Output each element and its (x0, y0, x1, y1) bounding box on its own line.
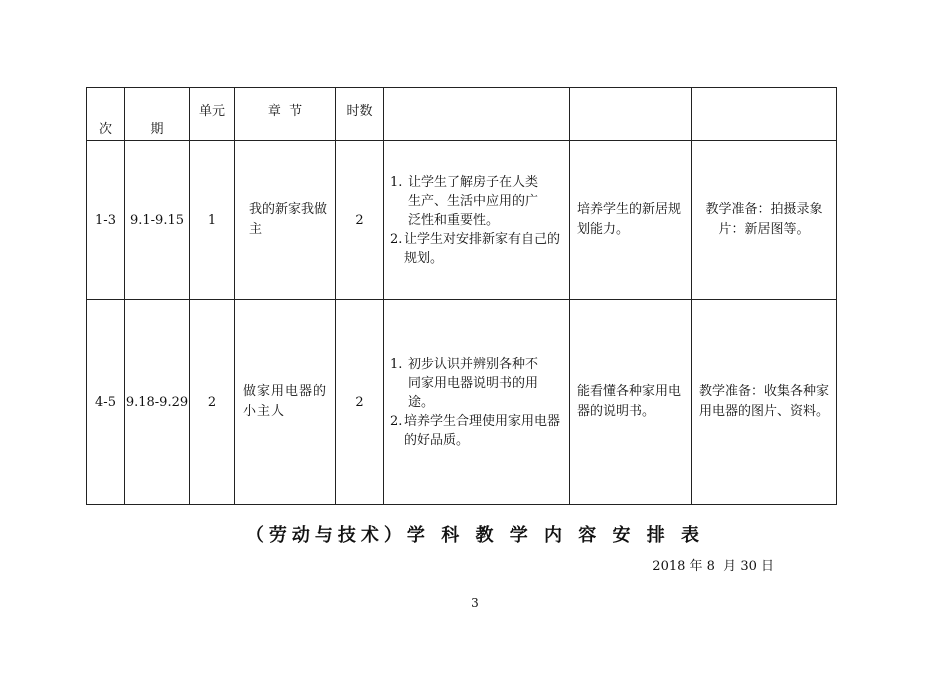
ability-text: 培养学生的新居规划能力。 (577, 202, 682, 237)
goal-number: 1. (390, 356, 403, 372)
chapter-text: 我的新家我做主 (249, 202, 328, 237)
goal-number: 1. (390, 174, 403, 190)
header-qi: 期 (125, 88, 190, 141)
goal-number: 2. (390, 231, 403, 247)
header-prep (692, 88, 837, 141)
document-date: 2018 年 8 月 30 日 (652, 559, 774, 574)
header-unit: 单元 (190, 88, 235, 141)
weeks-cell: 4-5 (87, 300, 125, 505)
goal-number: 2. (390, 413, 403, 429)
weeks-cell: 1-3 (87, 141, 125, 300)
chapter-cell (235, 300, 336, 505)
goals-cell (384, 141, 570, 300)
goals-list (384, 355, 569, 450)
goals-cell (384, 300, 570, 505)
ability-cell (570, 141, 692, 300)
schedule-table (86, 87, 837, 505)
table-row (87, 300, 837, 505)
goal-item (390, 412, 563, 450)
chapter-text: 做家用电器的小主人 (243, 384, 328, 419)
unit-cell: 2 (190, 300, 235, 505)
chapter-cell (235, 141, 336, 300)
header-ability (570, 88, 692, 141)
goals-list (384, 173, 569, 268)
goal-text: 培养学生合理使用家用电器的好品质。 (404, 413, 561, 448)
page-title: （劳动与技术）学 科 教 学 内 容 安 排 表 (245, 525, 705, 546)
prep-text: 教学准备：收集各种家用电器的图片、资料。 (699, 384, 830, 419)
goal-item (390, 173, 563, 230)
prep-text: 教学准备：拍摄录象片：新居图等。 (705, 202, 823, 237)
goal-text: 让学生了解房子在人类生产、生活中应用的广泛性和重要性。 (408, 174, 539, 228)
goal-text: 让学生对安排新家有自己的规划。 (404, 231, 561, 266)
ability-cell (570, 300, 692, 505)
prep-cell (692, 141, 837, 300)
header-goals (384, 88, 570, 141)
table-row (87, 141, 837, 300)
dates-cell: 9.1-9.15 (125, 141, 190, 300)
page-number: 3 (471, 596, 479, 610)
dates-cell: 9.18-9.29 (125, 300, 190, 505)
prep-cell (692, 300, 837, 505)
header-row (87, 88, 837, 141)
header-hours: 时数 (336, 88, 384, 141)
goal-text: 初步认识并辨别各种不同家用电器说明书的用途。 (408, 356, 539, 410)
goal-item (390, 230, 563, 268)
unit-cell: 1 (190, 141, 235, 300)
ability-text: 能看懂各种家用电器的说明书。 (577, 384, 682, 419)
hours-cell: 2 (336, 141, 384, 300)
header-ci: 次 (87, 88, 125, 141)
goal-item (390, 355, 563, 412)
hours-cell: 2 (336, 300, 384, 505)
header-chapter: 章 节 (235, 88, 336, 141)
